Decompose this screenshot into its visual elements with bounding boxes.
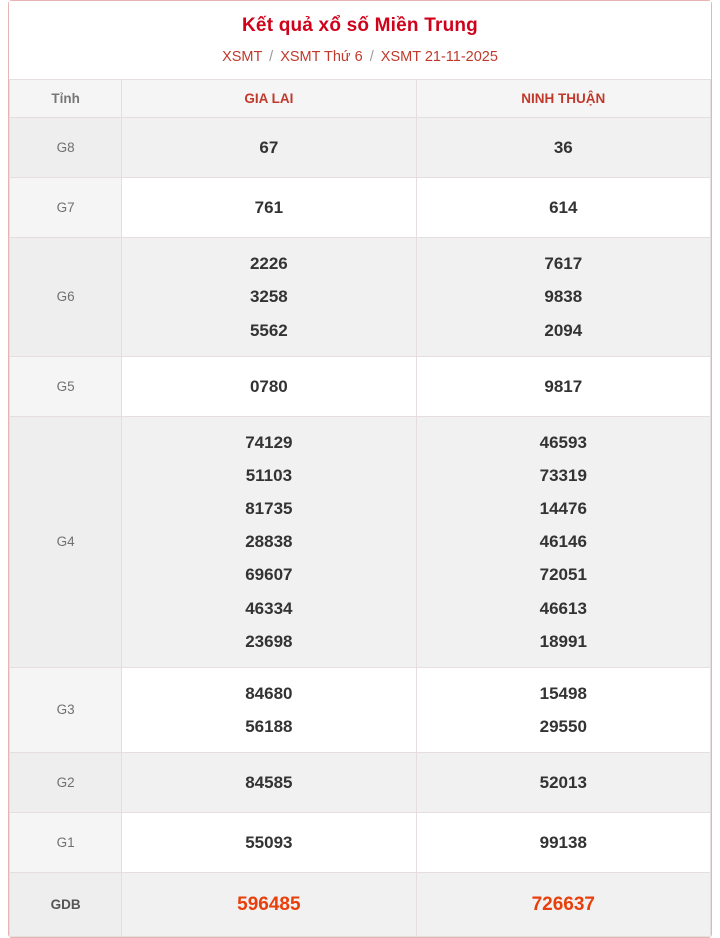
number: 596485 [237,894,301,916]
prize-label-g3: G3 [10,667,122,752]
numbers-g1-ninh-thuan [416,813,710,873]
number: 72051 [539,565,587,585]
number: 15498 [539,683,587,703]
numbers-g3-ninh-thuan [416,667,710,752]
number: 761 [254,198,284,218]
number: 29550 [539,716,587,736]
numbers-g7-gia-lai [122,178,416,238]
lottery-results-table [9,79,711,937]
numbers-g7-ninh-thuan [416,178,710,238]
table-row [10,356,711,416]
table-body [10,118,711,937]
table-row [10,178,711,238]
number: 18991 [539,631,587,651]
number: 5562 [249,320,288,340]
prize-label-gdb: GDB [10,873,122,937]
breadcrumb-item-weekday[interactable]: XSMT Thứ 6 [280,49,363,65]
number: 9838 [544,287,583,307]
prize-label-g4: G4 [10,416,122,667]
number: 0780 [249,376,288,396]
number: 9817 [544,376,583,396]
breadcrumb-item-region[interactable]: XSMT [222,49,263,65]
column-header-province-ninh-thuan[interactable]: NINH THUẬN [416,80,710,118]
number: 726637 [531,894,595,916]
number: 99138 [539,833,587,853]
table-row [10,118,711,178]
prize-label-g7: G7 [10,178,122,238]
numbers-g5-ninh-thuan [416,356,710,416]
numbers-g6-gia-lai [122,238,416,356]
numbers-g8-gia-lai [122,118,416,178]
prize-label-g8: G8 [10,118,122,178]
numbers-g2-ninh-thuan [416,753,710,813]
numbers-g5-gia-lai [122,356,416,416]
number: 46334 [245,598,293,618]
numbers-g4-ninh-thuan [416,416,710,667]
breadcrumb-item-date[interactable]: XSMT 21-11-2025 [380,49,498,65]
number: 36 [553,138,573,157]
numbers-g4-gia-lai [122,416,416,667]
table-header-row [10,80,711,118]
lottery-result-card [8,0,712,938]
number: 84585 [245,773,293,793]
number: 74129 [245,432,293,452]
number: 81735 [245,499,293,519]
number: 28838 [245,532,293,552]
number: 46146 [539,532,587,552]
breadcrumb-separator: / [369,49,374,65]
prize-label-g6: G6 [10,238,122,356]
prize-label-g1: G1 [10,813,122,873]
number: 23698 [245,631,293,651]
number: 46613 [539,598,587,618]
number: 2094 [544,320,583,340]
numbers-g2-gia-lai [122,753,416,813]
numbers-g3-gia-lai [122,667,416,752]
number: 55093 [245,833,293,853]
column-header-prize: Tỉnh [10,80,122,118]
numbers-gdb-ninh-thuan [416,873,710,937]
number: 7617 [544,254,583,274]
number: 2226 [249,254,288,274]
breadcrumb [19,49,701,65]
column-header-province-gia-lai[interactable]: GIA LAI [122,80,416,118]
number: 46593 [539,432,587,452]
number: 3258 [249,287,288,307]
numbers-gdb-gia-lai [122,873,416,937]
prize-label-g2: G2 [10,753,122,813]
number: 67 [259,138,279,157]
number: 69607 [245,565,293,585]
numbers-g6-ninh-thuan [416,238,710,356]
table-row [10,813,711,873]
numbers-g1-gia-lai [122,813,416,873]
number: 84680 [245,683,293,703]
number: 73319 [539,465,587,485]
table-row [10,873,711,937]
prize-label-g5: G5 [10,356,122,416]
numbers-g8-ninh-thuan [416,118,710,178]
number: 56188 [245,716,293,736]
number: 51103 [245,465,293,485]
table-row [10,416,711,667]
table-row [10,667,711,752]
table-row [10,753,711,813]
number: 614 [549,198,578,218]
card-header [9,1,711,79]
number: 14476 [539,499,587,519]
breadcrumb-separator: / [269,49,274,65]
page-title: Kết quả xổ số Miền Trung [242,15,478,36]
table-row [10,238,711,356]
table-head [10,80,711,118]
number: 52013 [539,773,587,793]
